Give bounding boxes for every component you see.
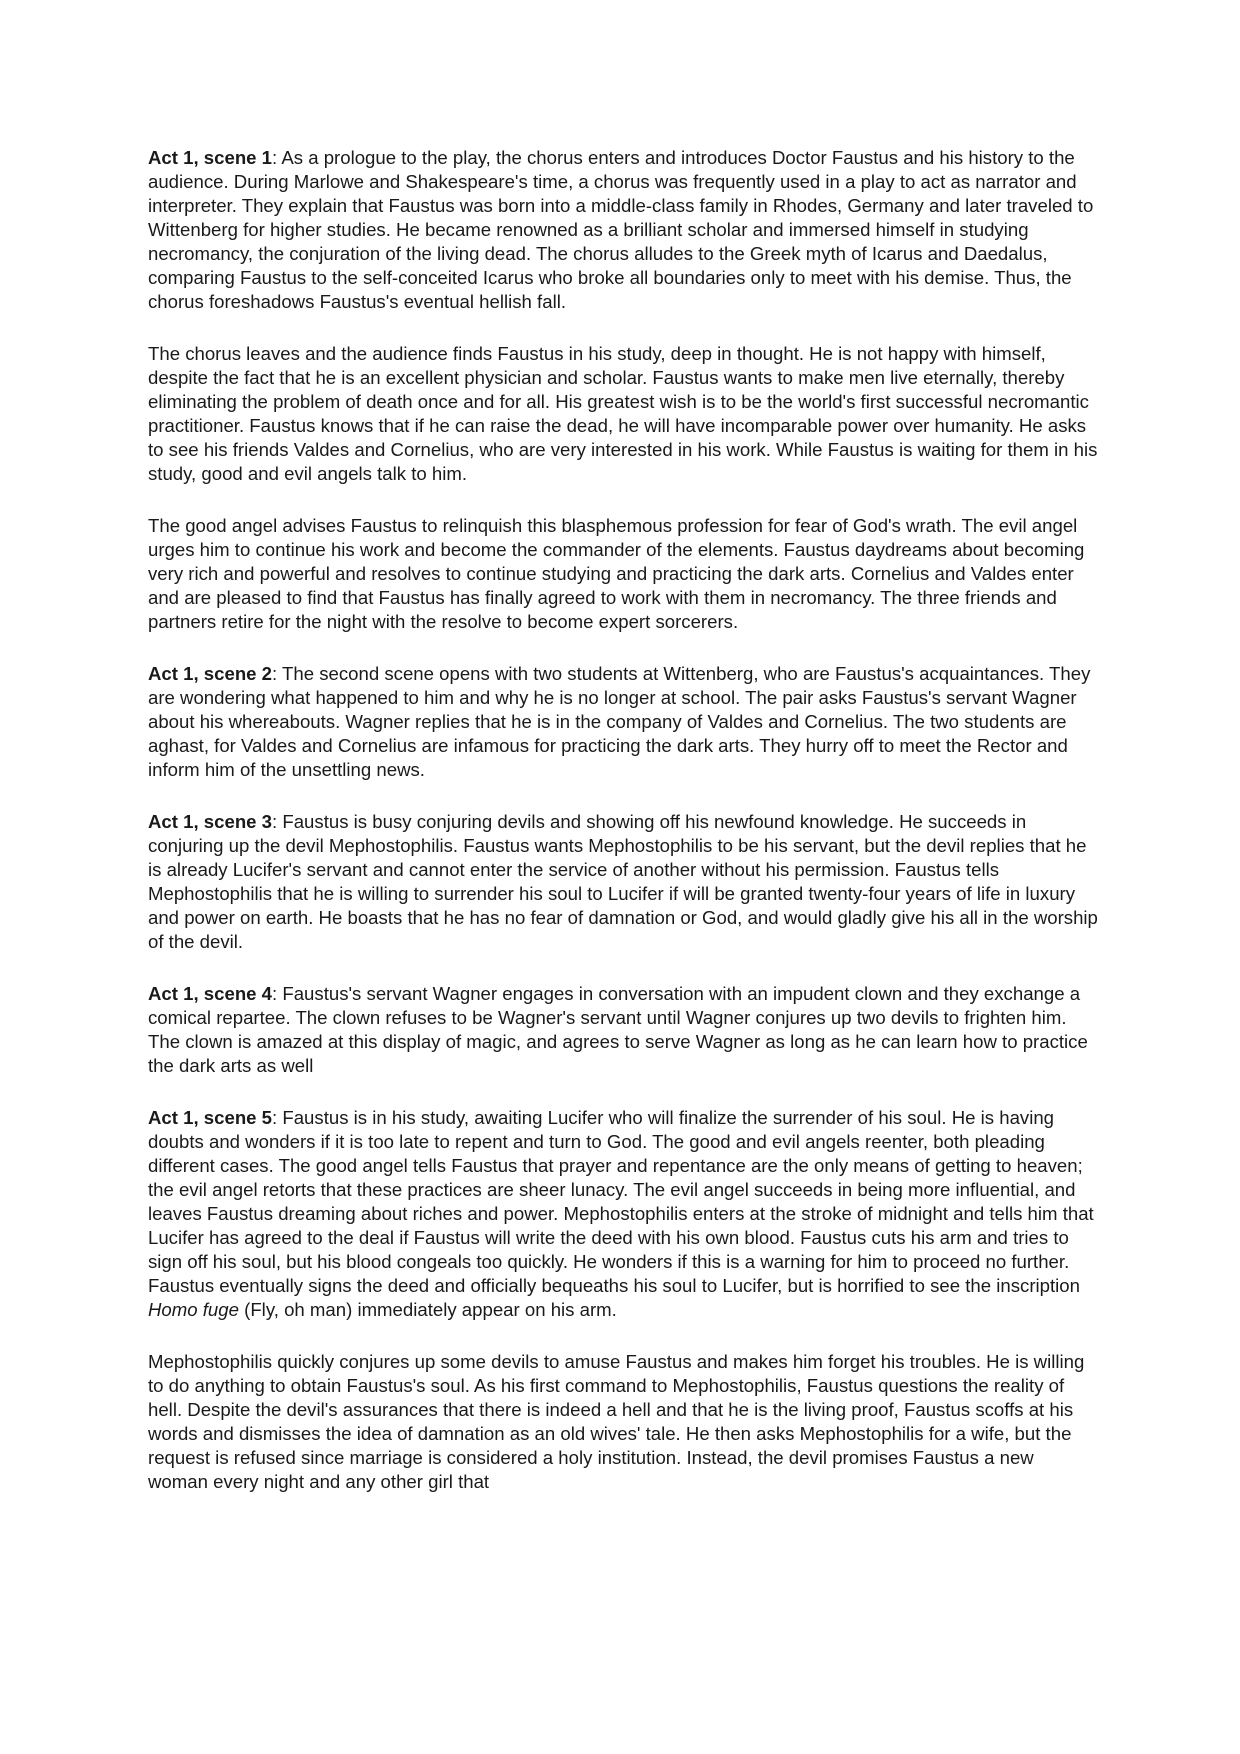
paragraph-text: Mephostophilis quickly conjures up some devils to amuse Faustus and makes him forget his troubles. He is willing to do anything to obtain Faustus's soul. As his first command to Mephostophilis, Faustus questions the reality of hell. Despite the devil's assurances that there is indeed a hell and that he is the living proof, Faustus scoffs at his words and dismisses the idea of damnation as an old wives' tale. He then asks Mephostophilis for a wife, but the request is refused since marriage is considered a holy institution. Instead, the devil promises Faustus a new woman every night and any other girl that <box>148 1351 1085 1492</box>
scene-heading: Act 1, scene 5 <box>148 1107 273 1128</box>
paragraph-text-tail: (Fly, oh man) immediately appear on his arm. <box>238 1299 617 1320</box>
document-page <box>148 146 1098 1522</box>
paragraph-act1-scene2 <box>148 662 1098 782</box>
paragraph-angels <box>148 514 1098 634</box>
scene-heading: Act 1, scene 1 <box>148 147 273 168</box>
paragraph-act1-scene1 <box>148 146 1098 314</box>
paragraph-act1-scene5 <box>148 1106 1098 1322</box>
scene-heading: Act 1, scene 2 <box>148 663 273 684</box>
paragraph-text: : Faustus is in his study, awaiting Lucifer who will finalize the surrender of his soul. He is having doubts and wonders if it is too late to repent and turn to God. The good and evil angels reenter, both pleading different cases. The good angel tells Faustus that prayer and repentance are the only means of getting to heaven; the evil angel retorts that these practices are sheer lunacy. The evil angel succeeds in being more influential, and leaves Faustus dreaming about riches and power. Mephostophilis enters at the stroke of midnight and tells him that Lucifer has agreed to the deal if Faustus will write the deed with his own blood. Faustus cuts his arm and tries to sign off his soul, but his blood congeals too quickly. He wonders if this is a warning for him to proceed no further. Faustus eventually signs the deed and officially bequeaths his soul to Lucifer, but is horrified to see the inscription <box>148 1107 1094 1296</box>
paragraph-study <box>148 342 1098 486</box>
paragraph-act1-scene4 <box>148 982 1098 1078</box>
paragraph-text: : The second scene opens with two students at Wittenberg, who are Faustus's acquaintances. They are wondering what happened to him and why he is no longer at school. The pair asks Faustus's servant Wagner about his whereabouts. Wagner replies that he is in the company of Valdes and Cornelius. The two students are aghast, for Valdes and Cornelius are infamous for practicing the dark arts. They hurry off to meet the Rector and inform him of the unsettling news. <box>148 663 1091 780</box>
paragraph-text: The chorus leaves and the audience finds Faustus in his study, deep in thought. He is not happy with himself, despite the fact that he is an excellent physician and scholar. Faustus wants to make men live eternally, thereby eliminating the problem of death once and for all. His greatest wish is to be the world's first successful necromantic practitioner. Faustus knows that if he can raise the dead, he will have incomparable power over humanity. He asks to see his friends Valdes and Cornelius, who are very interested in his work. While Faustus is waiting for them in his study, good and evil angels talk to him. <box>148 343 1098 484</box>
italic-inscription: Homo fuge <box>148 1299 239 1320</box>
scene-heading: Act 1, scene 4 <box>148 983 273 1004</box>
paragraph-act1-scene3 <box>148 810 1098 954</box>
scene-heading: Act 1, scene 3 <box>148 811 273 832</box>
paragraph-text: : Faustus is busy conjuring devils and showing off his newfound knowledge. He succeeds in conjuring up the devil Mephostophilis. Faustus wants Mephostophilis to be his servant, but the devil replies that he is already Lucifer's servant and cannot enter the service of another without his permission. Faustus tells Mephostophilis that he is willing to surrender his soul to Lucifer if will be granted twenty-four years of life in luxury and power on earth. He boasts that he has no fear of damnation or God, and would gladly give his all in the worship of the devil. <box>148 811 1098 952</box>
paragraph-mephostophilis <box>148 1350 1098 1494</box>
paragraph-text: : Faustus's servant Wagner engages in conversation with an impudent clown and they exchange a comical repartee. The clown refuses to be Wagner's servant until Wagner conjures up two devils to frighten him. The clown is amazed at this display of magic, and agrees to serve Wagner as long as he can learn how to practice the dark arts as well <box>148 983 1088 1076</box>
paragraph-text: The good angel advises Faustus to relinquish this blasphemous profession for fear of God's wrath. The evil angel urges him to continue his work and become the commander of the elements. Faustus daydreams about becoming very rich and powerful and resolves to continue studying and practicing the dark arts. Cornelius and Valdes enter and are pleased to find that Faustus has finally agreed to work with them in necromancy. The three friends and partners retire for the night with the resolve to become expert sorcerers. <box>148 515 1085 632</box>
paragraph-text: : As a prologue to the play, the chorus enters and introduces Doctor Faustus and his history to the audience. During Marlowe and Shakespeare's time, a chorus was frequently used in a play to act as narrator and interpreter. They explain that Faustus was born into a middle-class family in Rhodes, Germany and later traveled to Wittenberg for higher studies. He became renowned as a brilliant scholar and immersed himself in studying necromancy, the conjuration of the living dead. The chorus alludes to the Greek myth of Icarus and Daedalus, comparing Faustus to the self-conceited Icarus who broke all boundaries only to meet with his demise. Thus, the chorus foreshadows Faustus's eventual hellish fall. <box>148 147 1094 312</box>
